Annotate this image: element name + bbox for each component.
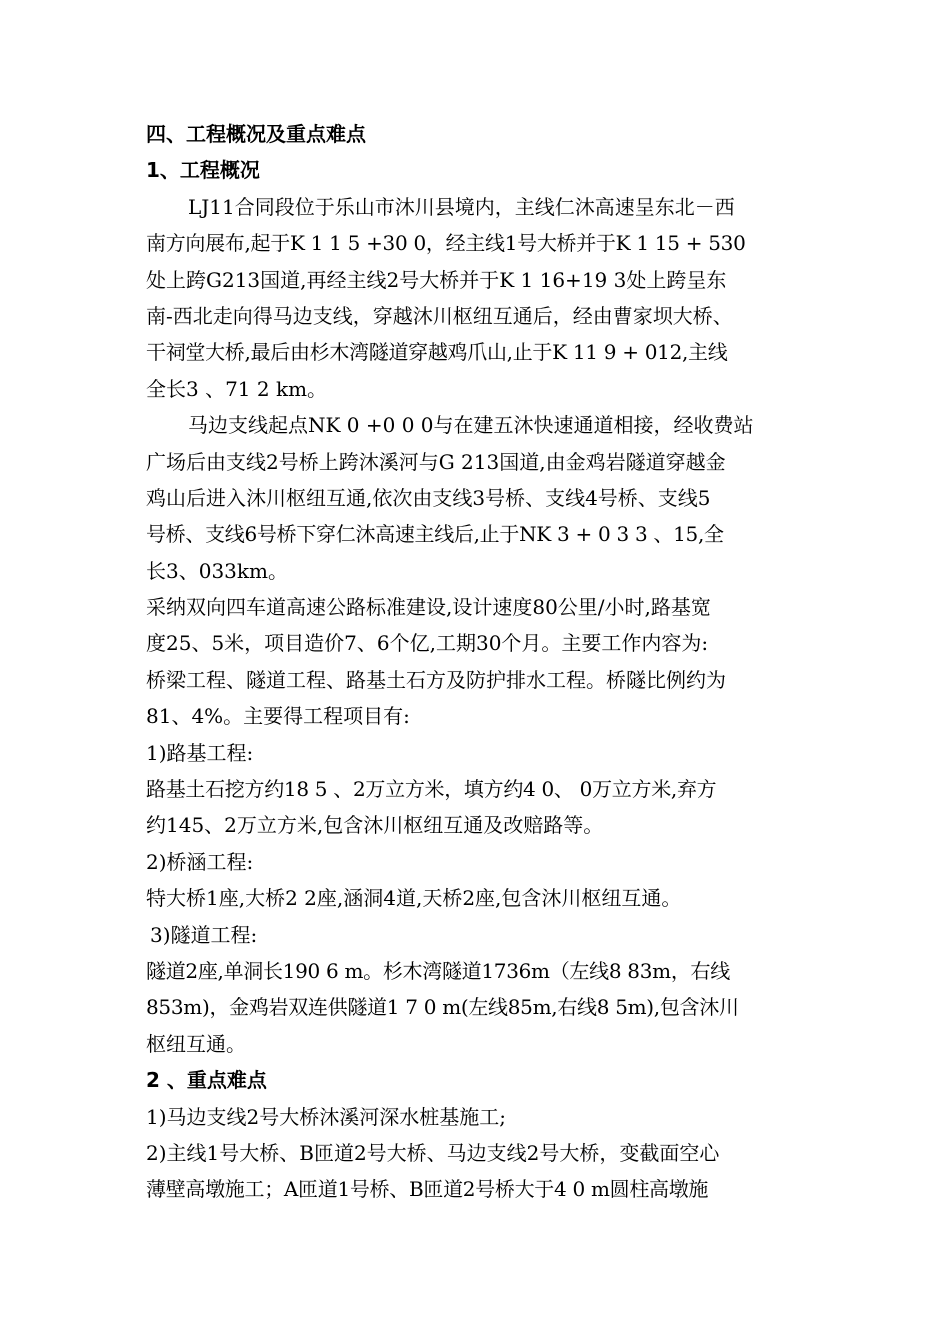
list-item: 1)马边支线2号大桥沐溪河深水桩基施工; xyxy=(146,1104,506,1129)
paragraph-line: 约145、2万立方米,包含沐川枢纽互通及改赔路等。 xyxy=(146,813,604,838)
paragraph-line: 桥梁工程、隧道工程、路基土石方及防护排水工程。桥隧比例约为 xyxy=(146,667,726,692)
list-item: 2)主线1号大桥、B匝道2号大桥、马边支线2号大桥，变截面空心 xyxy=(146,1140,720,1165)
paragraph-line: 采纳双向四车道高速公路标准建设,设计速度80公里/小时,路基宽 xyxy=(146,595,711,620)
paragraph-line: 南-西北走向得马边支线，穿越沐川枢纽互通后，经由曹家坝大桥、 xyxy=(146,303,733,328)
paragraph-line: 干祠堂大桥,最后由杉木湾隧道穿越鸡爪山,止于K 11 9 + 012,主线 xyxy=(146,340,728,365)
section-heading: 四、工程概况及重点难点 xyxy=(146,122,366,146)
subsection-heading-overview: 1、工程概况 xyxy=(146,158,260,183)
paragraph-line: 853m)，金鸡岩双连供隧道1 7 0 m(左线85m,右线8 5m),包含沐川 xyxy=(146,995,739,1020)
paragraph-line: 81、4%。主要得工程项目有: xyxy=(146,704,410,729)
list-heading-bridges: 2)桥涵工程: xyxy=(146,849,254,874)
paragraph-line: 广场后由支线2号桥上跨沐溪河与G 213国道,由金鸡岩隧道穿越金 xyxy=(146,449,726,474)
paragraph-line: 鸡山后进入沐川枢纽互通,依次由支线3号桥、支线4号桥、支线5 xyxy=(146,485,711,510)
paragraph-line: 南方向展布,起于K 1 1 5 +30 0，经主线1号大桥并于K 1 15 + 530 xyxy=(146,231,746,256)
paragraph-line: 号桥、支线6号桥下穿仁沐高速主线后,止于NK 3 + 0 3 3 、15,全 xyxy=(146,522,724,547)
subsection-heading-difficulties: 2 、重点难点 xyxy=(146,1068,267,1093)
paragraph-line: 处上跨G213国道,再经主线2号大桥并于K 1 16+19 3处上跨呈东 xyxy=(146,267,727,292)
document-page xyxy=(146,116,806,1208)
paragraph-line: 薄壁高墩施工；A匝道1号桥、B匝道2号桥大于4 0 m圆柱高墩施 xyxy=(146,1177,709,1202)
list-heading-tunnels: 3)隧道工程: xyxy=(150,922,258,947)
paragraph-line: 度25、5米，项目造价7、6个亿,工期30个月。主要工作内容为: xyxy=(146,631,709,656)
paragraph-line: 长3、033km。 xyxy=(146,558,288,583)
paragraph-line: 枢纽互通。 xyxy=(146,1031,246,1056)
paragraph-line: 全长3 、71 2 km。 xyxy=(146,376,328,401)
paragraph-line: 马边支线起点NK 0 +0 0 0与在建五沐快速通道相接，经收费站 xyxy=(188,413,754,438)
paragraph-line: 路基土石挖方约18 5 、2万立方米，填方约4 0、 0万立方米,弃方 xyxy=(146,777,717,802)
paragraph-line: 隧道2座,单洞长190 6 m。杉木湾隧道1736m（左线8 83m，右线 xyxy=(146,958,730,983)
list-heading-subgrade: 1)路基工程: xyxy=(146,740,254,765)
paragraph-line: 特大桥1座,大桥2 2座,涵洞4道,天桥2座,包含沐川枢纽互通。 xyxy=(146,886,682,911)
paragraph-line: LJ11合同段位于乐山市沐川县境内，主线仁沐高速呈东北－西 xyxy=(188,194,735,219)
